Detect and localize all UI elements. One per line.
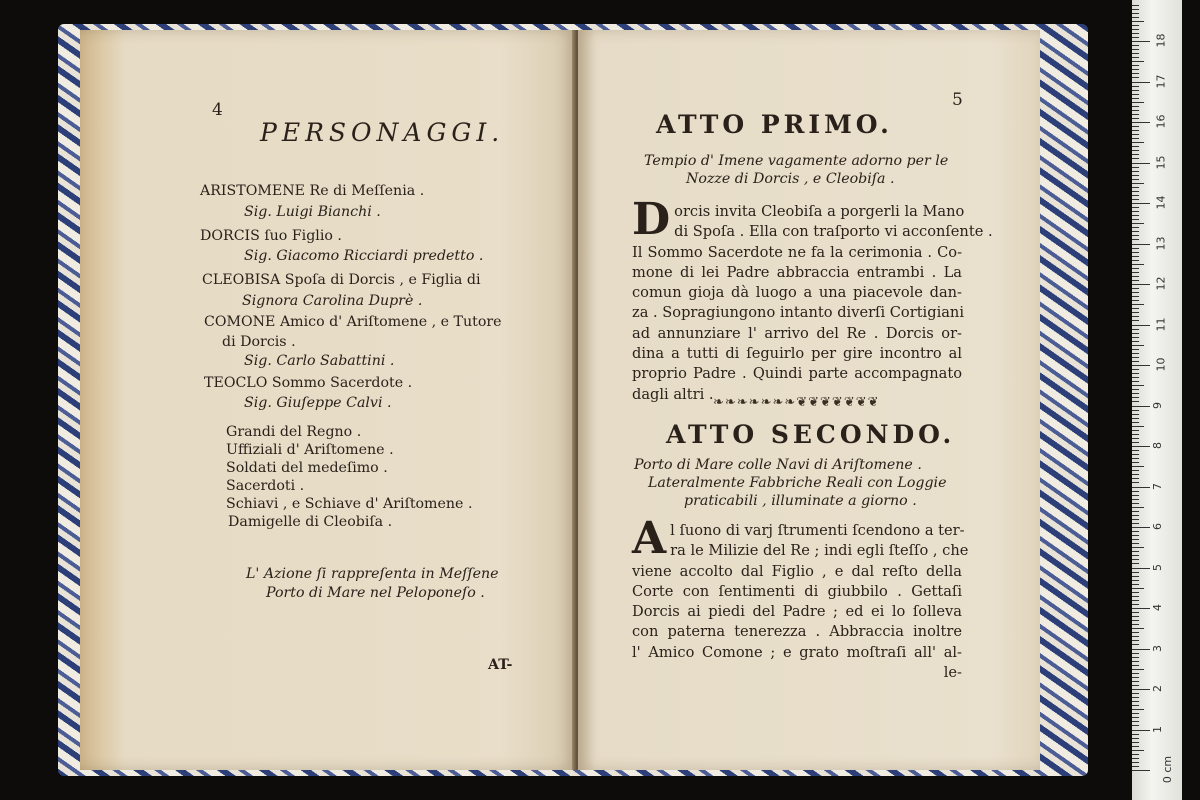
act2-dropcap: A [632,513,667,564]
ruler-tick [1132,65,1139,66]
ruler-tick [1132,640,1139,641]
ruler-tick [1132,146,1139,147]
ruler-number: 3 [1151,644,1164,652]
ruler-tick [1132,649,1150,650]
ruler-tick [1132,163,1150,164]
ruler-tick [1132,227,1139,228]
character-teoclo [204,376,412,390]
ruler-tick [1132,600,1139,601]
ruler-tick [1132,191,1139,192]
ruler-tick [1132,766,1139,767]
text-line: comun gioja dà luogo a una piacevole dan- [632,284,962,302]
right-page [578,30,1040,770]
ruler-tick [1132,381,1139,382]
ruler-tick [1132,434,1139,435]
ruler-tick [1132,677,1139,678]
ruler-tick [1132,361,1139,362]
ruler-tick [1132,559,1139,560]
ruler-tick [1132,325,1150,326]
ruler-tick [1132,527,1150,528]
act1-scene-line-2: Nozze di Dorcis , e Cleobiſa . [686,171,895,187]
ruler-tick [1132,442,1139,443]
ruler-tick [1132,730,1150,731]
ruler-tick [1132,57,1139,58]
ruler-tick [1132,29,1139,30]
ruler-tick [1132,669,1144,670]
character-name: TEOCLO [204,375,268,391]
ruler-number: 1 [1151,725,1164,733]
ruler-tick [1132,337,1139,338]
ruler-tick [1132,746,1139,747]
ruler-tick [1132,717,1139,718]
ruler-tick [1132,458,1139,459]
character-name: DORCIS [200,228,260,244]
ruler-tick [1132,673,1139,674]
ruler-tick [1132,304,1144,305]
text-line: za . Sopragiungono intanto diverſi Cortigiani [632,304,965,322]
ruler-tick [1132,491,1139,492]
ruler-tick [1132,130,1139,131]
ruler-tick [1132,697,1139,698]
ruler-tick [1132,110,1139,111]
setting-line-1: L' Azione ſi rappreſenta in Meſſene [246,566,499,582]
ruler-number: 15 [1154,155,1168,169]
ruler-tick [1132,49,1139,50]
ruler-tick [1132,264,1144,265]
ruler-tick [1132,345,1144,346]
ruler-tick [1132,122,1150,123]
act2-description [632,513,969,683]
ruler-tick [1132,333,1139,334]
ruler-tick [1132,349,1139,350]
ruler-tick [1132,175,1139,176]
ruler-tick [1132,454,1139,455]
ruler-number: 2 [1151,685,1164,692]
ruler-number: 8 [1151,442,1164,449]
ruler-tick [1132,82,1150,83]
ruler-tick [1132,248,1139,249]
ruler-tick [1132,430,1139,431]
act2-scene-line-2: Lateralmente Fabbriche Reali con Loggie [648,475,947,491]
ruler-tick [1132,183,1144,184]
ruler-tick [1132,211,1139,212]
ruler-tick [1132,551,1139,552]
ruler-tick [1132,385,1144,386]
character-role: Sommo Sacerdote . [271,375,413,391]
ruler-tick [1132,114,1139,115]
ruler-tick [1132,515,1139,516]
ruler-tick [1132,503,1139,504]
text-line: ad annunziare l' arrivo del Re . Dorcis or- [632,324,962,342]
actor-name: Sig. Carlo Sabattini . [244,353,395,369]
ruler-tick [1132,628,1144,629]
character-role: ſuo Figlio . [264,228,342,244]
ruler-tick [1132,150,1139,151]
ruler-tick [1132,138,1139,139]
ruler-tick [1132,612,1139,613]
ruler-tick [1132,73,1139,74]
ruler-tick [1132,276,1139,277]
ruler-tick [1132,478,1139,479]
ruler-tick [1132,632,1139,633]
ruler-tick [1132,179,1139,180]
ruler-tick [1132,470,1139,471]
ruler-number: 4 [1151,604,1164,611]
actor-name: Sig. Giuſeppe Calvi . [244,395,392,411]
ruler-tick [1132,41,1150,42]
ruler-tick [1132,539,1139,540]
ruler-tick [1132,657,1139,658]
ruler-tick [1132,519,1139,520]
ruler-tick [1132,401,1139,402]
ruler-tick [1132,572,1139,573]
ruler-tick [1132,410,1139,411]
ruler-tick [1132,377,1139,378]
ruler-tick [1132,487,1150,488]
ruler-tick [1132,592,1139,593]
ruler-tick [1132,584,1139,585]
ruler-tick [1132,758,1139,759]
ruler-tick [1132,474,1139,475]
actor-name: Sig. Luigi Bianchi . [244,204,381,220]
ruler-tick [1132,750,1144,751]
character-aristomene [200,184,424,198]
character-role-continued: di Dorcis . [222,334,296,350]
ruler-tick [1132,280,1139,281]
ruler-tick [1132,738,1139,739]
text-line: Dorcis ai piedi del Padre ; ed ei lo ſolleva [632,603,962,621]
ruler-tick [1132,507,1144,508]
ruler-tick [1132,531,1139,532]
ruler-tick [1132,329,1139,330]
ruler-tick [1132,353,1139,354]
extra-item: Damigelle di Cleobiſa . [228,514,393,530]
ruler-tick [1132,709,1144,710]
ruler-tick [1132,721,1139,722]
ruler-tick [1132,154,1139,155]
text-line: dagli altri . [632,385,714,403]
ruler-tick [1132,203,1150,204]
ruler-tick [1132,563,1139,564]
ruler-tick [1132,256,1139,257]
character-name: ARISTOMENE [200,183,305,199]
ruler-tick [1132,9,1139,10]
act1-dropcap: D [632,194,671,245]
ruler-tick [1132,252,1139,253]
ruler-tick [1132,389,1139,390]
act1-title: ATTO PRIMO. [656,110,893,139]
ruler-tick [1132,644,1139,645]
ruler-tick [1132,482,1139,483]
ruler-tick [1132,397,1139,398]
ruler-tick [1132,369,1139,370]
ruler-tick [1132,689,1150,690]
extra-item: Schiavi , e Schiave d' Ariſtomene . [226,496,473,512]
text-line: Il Sommo Sacerdote ne fa la cerimonia . Co- [632,243,962,261]
ruler-number: 11 [1154,317,1168,331]
ruler-tick [1132,580,1139,581]
ruler-number: 5 [1151,563,1164,571]
ruler-tick [1132,393,1139,394]
catchword: AT- [488,657,513,673]
act1-description [632,194,993,405]
ruler-tick [1132,142,1144,143]
ruler-tick [1132,426,1144,427]
ruler-tick [1132,616,1139,617]
ruler-tick [1132,357,1139,358]
actor-name: Sig. Giacomo Ricciardi predetto . [244,248,484,264]
extra-item: Grandi del Regno . [226,424,362,440]
ruler-tick [1132,555,1139,556]
page-number-right: 5 [952,90,963,110]
ruler-tick [1132,235,1139,236]
ruler-tick [1132,418,1139,419]
ruler-tick [1132,547,1144,548]
ruler-tick [1132,118,1139,119]
ruler-tick [1132,316,1139,317]
ruler-tick [1132,450,1139,451]
ruler-tick [1132,681,1139,682]
ruler-tick [1132,341,1139,342]
ruler-tick [1132,69,1139,70]
ruler-tick [1132,608,1150,609]
ruler-number: 0 cm [1161,755,1175,784]
ruler-tick [1132,134,1139,135]
text-line: ra le Milizie del Re ; indi egli ſteſſo , che [670,542,969,560]
page-number-left: 4 [212,100,223,120]
text-line: l ſuono di varj ſtrumenti ſcendono a ter- [670,522,965,539]
ruler-tick [1132,665,1139,666]
ruler-tick [1132,320,1139,321]
ruler-tick [1132,13,1139,14]
ruler-tick [1132,713,1139,714]
character-name: COMONE [204,314,276,330]
ruler-tick [1132,53,1139,54]
ruler-tick [1132,406,1150,407]
ruler-number: 13 [1154,236,1168,250]
text-line: orcis invita Cleobiſa a porgerli la Mano [674,203,965,220]
ruler-tick [1132,308,1139,309]
ruler-tick [1132,462,1139,463]
ruler-tick [1132,77,1139,78]
text-line: l' Amico Comone ; e grato moſtraſi all' al- [632,643,962,661]
ruler-tick [1132,373,1139,374]
character-name: CLEOBISA [202,272,281,288]
ruler-tick [1132,770,1150,771]
ruler-tick [1132,207,1139,208]
text-line: viene accolto dal Figlio , e dal reſto della [632,562,962,580]
ruler-tick [1132,466,1144,467]
character-dorcis [200,229,342,243]
ruler-tick [1132,495,1139,496]
ruler-tick [1132,244,1150,245]
ruler-tick [1132,223,1144,224]
ruler-tick [1132,219,1139,220]
ruler-tick [1132,312,1139,313]
character-comone [204,315,502,329]
ruler-tick [1132,653,1139,654]
text-line: dina a tutti di ſeguirlo per gire incontro al [632,345,962,363]
ruler-tick [1132,199,1139,200]
ruler-tick [1132,754,1139,755]
character-role: Amico d' Ariſtomene , e Tutore [279,314,502,330]
ruler-tick [1132,33,1139,34]
ruler-tick [1132,126,1139,127]
character-role: Spoſa di Dorcis , e Figlia di [284,272,481,288]
ruler-number: 18 [1154,33,1168,48]
ruler-tick [1132,414,1139,415]
act2-scene-line-1: Porto di Mare colle Navi di Ariſtomene . [634,457,922,473]
ruler-tick [1132,231,1139,232]
ruler-tick [1132,37,1139,38]
text-line: con paterna tenerezza . Abbraccia inoltre [632,623,962,641]
ruler-tick [1132,17,1139,18]
ruler-number: 9 [1151,401,1164,409]
ruler-tick [1132,90,1139,91]
ruler-tick [1132,260,1139,261]
ruler-tick [1132,284,1150,285]
text-line: di Spoſa . Ella con traſporto vi acconſente . [674,223,993,241]
ruler-tick [1132,292,1139,293]
ruler-tick [1132,187,1139,188]
ruler-tick [1132,98,1139,99]
ruler-tick [1132,499,1139,500]
ruler-tick [1132,685,1139,686]
text-line: le- [943,664,962,682]
ruler-tick [1132,25,1139,26]
text-line: Corte con ſentimenti di giubbilo . Gettaſi [632,582,962,600]
ruler-tick [1132,588,1144,589]
ruler-tick [1132,296,1139,297]
ruler-tick [1132,300,1139,301]
extra-item: Uffiziali d' Ariſtomene . [226,442,394,458]
ruler-tick [1132,21,1144,22]
text-line: mone di lei Padre abbraccia entrambi . La [632,263,962,281]
ruler-tick [1132,620,1139,621]
text-line: proprio Padre . Quindi parte accompagnato [632,365,962,383]
ruler-tick [1132,543,1139,544]
ruler-tick [1132,106,1139,107]
ruler-tick [1132,705,1139,706]
ruler-number: 7 [1151,482,1164,490]
ruler-number: 10 [1154,357,1168,372]
ruler-tick [1132,288,1139,289]
ruler-tick [1132,5,1139,6]
ruler-tick [1132,576,1139,577]
act2-title: ATTO SECONDO. [666,420,956,449]
ruler-tick [1132,568,1150,569]
extra-item: Sacerdoti . [226,478,305,494]
act2-scene-line-3: praticabili , illuminate a giorno . [684,493,917,509]
ruler-tick [1132,701,1139,702]
ruler-number: 16 [1154,114,1168,129]
ruler-tick [1132,535,1139,536]
ornament-divider: ❧❧❧❧❧❧❧❦❦❦❦❦❦❦ [713,395,880,410]
actor-name: Signora Carolina Duprè . [242,293,423,309]
ruler-tick [1132,272,1139,273]
ruler-tick [1132,734,1139,735]
ruler-tick [1132,102,1144,103]
ruler-tick [1132,596,1139,597]
ruler-tick [1132,171,1139,172]
ruler-tick [1132,86,1139,87]
ruler-tick [1132,158,1139,159]
ruler-tick [1132,94,1139,95]
ruler-number: 6 [1151,523,1164,530]
ruler-tick [1132,45,1139,46]
ruler-tick [1132,167,1139,168]
ruler-tick [1132,268,1139,269]
measurement-ruler [1132,0,1182,800]
ruler-tick [1132,215,1139,216]
character-cleobisa [202,273,481,287]
ruler-tick [1132,523,1139,524]
ruler-tick [1132,365,1150,366]
ruler-tick [1132,604,1139,605]
ruler-number: 12 [1154,276,1168,291]
character-role: Re di Meſſenia . [309,183,425,199]
ruler-tick [1132,61,1144,62]
ruler-tick [1132,636,1139,637]
ruler-tick [1132,446,1150,447]
ruler-tick [1132,438,1139,439]
ruler-tick [1132,422,1139,423]
ruler-number: 17 [1154,74,1168,88]
act1-scene-line-1: Tempio d' Imene vagamente adorno per le [644,153,949,169]
page-title-personaggi: PERSONAGGI. [260,118,505,147]
ruler-tick [1132,511,1139,512]
ruler-tick [1132,762,1139,763]
ruler-tick [1132,239,1139,240]
left-page [80,30,576,770]
ruler-tick [1132,624,1139,625]
setting-line-2: Porto di Mare nel Peloponeſo . [266,585,485,601]
ruler-tick [1132,195,1139,196]
ruler-tick [1132,725,1139,726]
extra-item: Soldati del medeſimo . [226,460,388,476]
ruler-tick [1132,661,1139,662]
ruler-tick [1132,693,1139,694]
ruler-tick [1132,742,1139,743]
ruler-number: 14 [1154,195,1168,210]
